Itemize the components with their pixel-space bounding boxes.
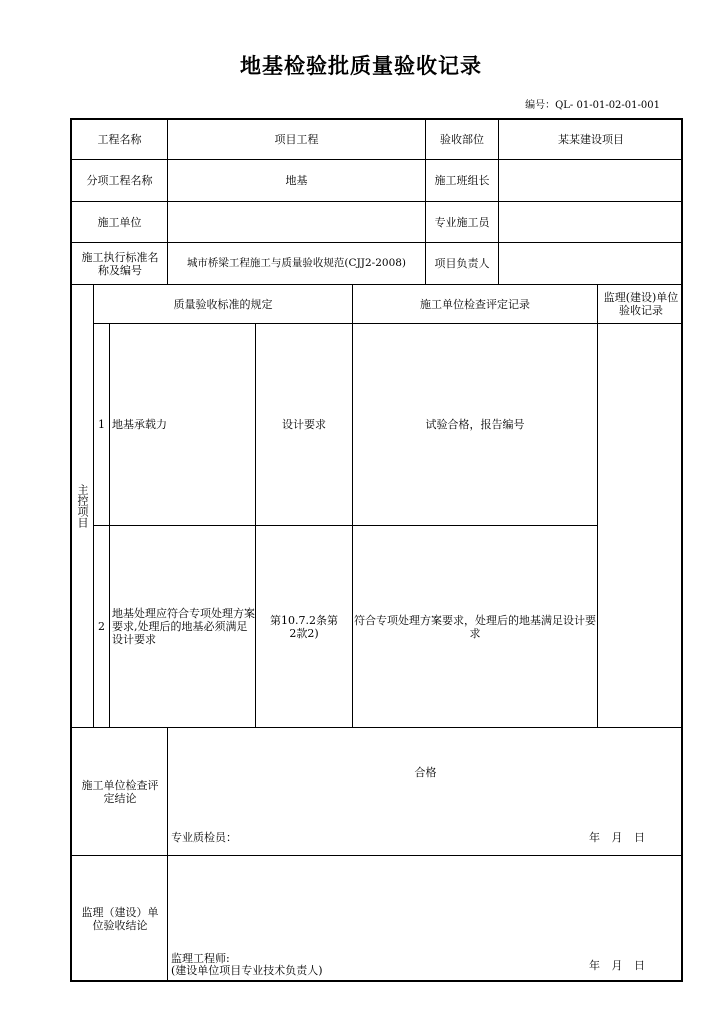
row-2-item: 地基处理应符合专项处理方案要求,处理后的地基必须满足设计要求 bbox=[112, 607, 255, 646]
inspector-label: 专业质检员： bbox=[171, 830, 237, 844]
form-code: 编号：QL- 01-01-02-01-001 bbox=[525, 100, 660, 111]
supervision-label: 监理（建设）单位验收结论 bbox=[81, 906, 159, 932]
team-leader-label: 施工班组长 bbox=[434, 174, 490, 187]
row-2-record[interactable]: 符合专项处理方案要求，处理后的地基满足设计要求 bbox=[354, 613, 596, 640]
accept-part-label: 验收部位 bbox=[440, 133, 484, 146]
row-1-item: 地基承载力 bbox=[112, 418, 167, 431]
construction-unit-label: 施工单位 bbox=[97, 215, 142, 229]
sub-project-value[interactable]: 地基 bbox=[285, 174, 308, 187]
project-manager-label: 项目负责人 bbox=[434, 257, 490, 270]
row-1-no: 1 bbox=[98, 418, 105, 431]
project-name-label: 工程名称 bbox=[97, 133, 142, 146]
conclusion-result[interactable]: 合格 bbox=[414, 765, 437, 779]
supervision-date: 年 月 日 bbox=[589, 958, 645, 972]
row-1-record[interactable]: 试验合格，报告编号 bbox=[425, 418, 525, 431]
row-2-requirement: 第10.7.2条第2款2) bbox=[270, 613, 338, 640]
col-supervision-header: 监理(建设)单位验收记录 bbox=[603, 291, 679, 317]
row-2-no: 2 bbox=[98, 620, 105, 633]
project-name-value[interactable]: 项目工程 bbox=[274, 133, 319, 146]
team-leader-value[interactable] bbox=[499, 160, 683, 201]
row-1-requirement: 设计要求 bbox=[282, 418, 326, 431]
standard-label: 施工执行标准名称及编号 bbox=[81, 250, 159, 277]
supervision-record-cell[interactable] bbox=[598, 324, 683, 727]
construction-unit-value[interactable] bbox=[168, 202, 425, 242]
standard-value[interactable]: 城市桥梁工程施工与质量验收规范(CJJ2-2008) bbox=[186, 257, 407, 269]
project-manager-value[interactable] bbox=[499, 243, 683, 284]
form-title: 地基检验批质量验收记录 bbox=[240, 53, 482, 78]
conclusion-date: 年 月 日 bbox=[589, 830, 645, 844]
col-check-header: 施工单位检查评定记录 bbox=[420, 297, 530, 311]
main-control-label: 主控项目 bbox=[76, 483, 89, 528]
engineer-note: (建设单位项目专业技术负责人) bbox=[171, 963, 323, 977]
sub-project-label: 分项工程名称 bbox=[86, 174, 153, 187]
accept-part-value[interactable]: 某某建设项目 bbox=[558, 133, 624, 146]
col-standard-header: 质量验收标准的规定 bbox=[173, 297, 273, 311]
inspection-form bbox=[70, 118, 683, 982]
engineer-label: 监理工程师: bbox=[171, 951, 230, 965]
conclusion-label: 施工单位检查评定结论 bbox=[81, 778, 159, 805]
prof-worker-label: 专业施工员 bbox=[434, 215, 490, 229]
prof-worker-value[interactable] bbox=[499, 202, 683, 242]
